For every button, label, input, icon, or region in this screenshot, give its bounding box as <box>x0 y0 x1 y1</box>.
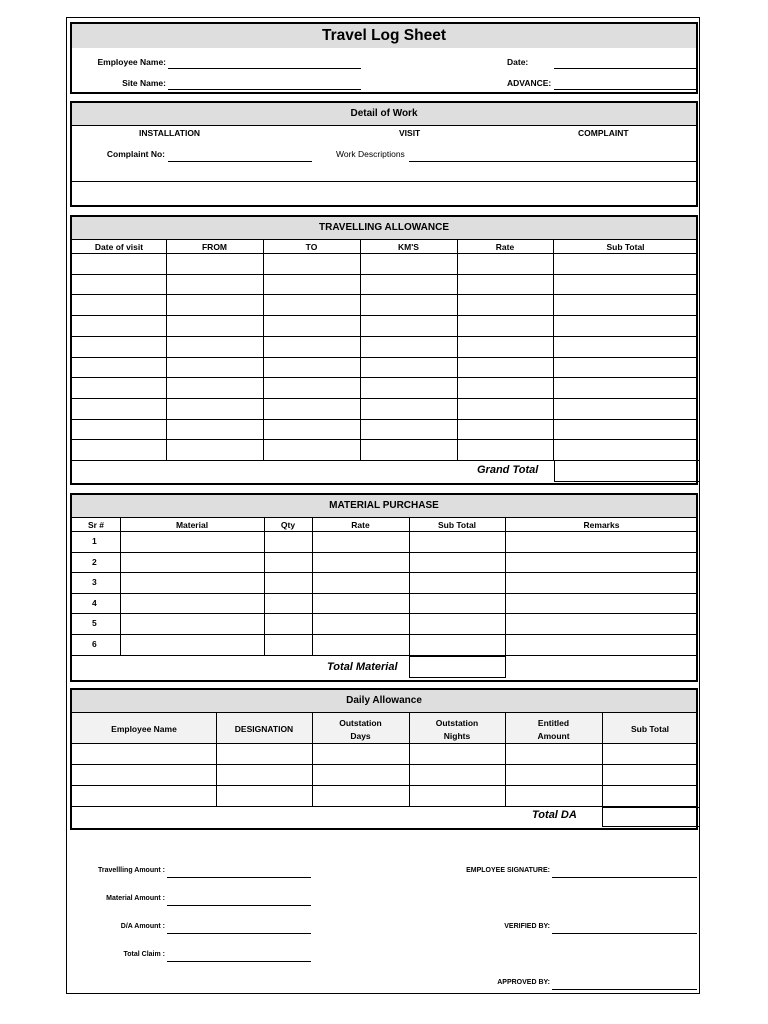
table-column-divider <box>505 712 506 806</box>
column-header: TO <box>305 242 318 252</box>
table-column-divider <box>602 712 603 806</box>
table-row-divider <box>72 593 696 594</box>
table-column-divider <box>312 517 313 655</box>
table-column-divider <box>166 239 167 460</box>
travelling-allowance-section <box>70 215 698 485</box>
column-header: Rate <box>351 520 370 530</box>
total-material-field[interactable] <box>409 656 506 678</box>
sr-number: 6 <box>92 639 97 649</box>
table-column-divider <box>263 239 264 460</box>
table-column-divider <box>312 712 313 806</box>
column-header: Sr # <box>87 520 105 530</box>
advance-label: ADVANCE: <box>507 78 552 88</box>
approved-by-label: APPROVED BY: <box>497 979 550 986</box>
column-header: Material <box>175 520 209 530</box>
table-row-divider <box>72 613 696 614</box>
material-amount-label: Material Amount : <box>106 895 165 902</box>
entitled-amount-header: Entitled Amount <box>537 718 570 741</box>
complaint-no-field[interactable] <box>168 161 312 162</box>
site-name-label: Site Name: <box>122 78 166 88</box>
detail-of-work-section <box>70 101 698 207</box>
table-column-divider <box>553 239 554 460</box>
column-header: KM'S <box>398 242 419 252</box>
date-field[interactable] <box>554 68 698 69</box>
sr-number: 5 <box>92 618 97 629</box>
verified-by-field[interactable] <box>552 933 697 934</box>
da-amount-field[interactable] <box>167 933 311 934</box>
site-name-field[interactable] <box>168 89 361 90</box>
header-section <box>70 22 698 94</box>
outstation-days-header: Outstation Days <box>339 718 382 741</box>
column-header: Sub Total <box>606 242 645 252</box>
daily-allowance-section <box>70 688 698 830</box>
date-label: Date: <box>507 57 529 67</box>
material-amount-field[interactable] <box>167 905 311 906</box>
outstation-nights-header: Outstation Nights <box>435 718 479 741</box>
table-row-divider <box>72 634 696 635</box>
column-header: FROM <box>201 242 228 252</box>
travelling-allowance-title: TRAVELLING ALLOWANCE <box>72 217 696 239</box>
table-column-divider <box>505 517 506 655</box>
table-column-divider <box>409 517 410 655</box>
employee-name-column-header: Employee Name <box>111 724 177 734</box>
employee-signature-label: EMPLOYEE SIGNATURE: <box>466 867 550 874</box>
grand-total-field[interactable] <box>554 460 700 482</box>
sr-number: 3 <box>92 577 97 588</box>
table-column-divider <box>409 712 410 806</box>
sr-number: 4 <box>92 597 97 608</box>
column-header: Qty <box>280 520 296 530</box>
daily-allowance-title: Daily Allowance <box>72 690 696 712</box>
column-header: Rate <box>495 242 515 252</box>
total-da-label: Total DA <box>532 809 577 821</box>
da-amount-label: D/A Amount : <box>120 923 165 930</box>
table-column-divider <box>264 517 265 655</box>
complaint-label: COMPLAINT <box>578 128 629 138</box>
column-header: Date of visit <box>94 242 144 252</box>
table-row-divider <box>72 460 696 461</box>
installation-label: INSTALLATION <box>139 128 201 138</box>
column-header: Sub Total <box>437 520 477 530</box>
total-claim-field[interactable] <box>167 961 311 962</box>
table-column-divider <box>457 239 458 460</box>
designation-column-header: DESIGNATION <box>234 724 294 734</box>
grand-total-label: Grand Total <box>477 464 539 476</box>
sr-number: 1 <box>92 536 97 546</box>
table-column-divider <box>216 712 217 806</box>
column-header: Remarks <box>583 520 620 530</box>
table-row-divider <box>72 552 696 553</box>
approved-by-field[interactable] <box>552 989 697 990</box>
sub-total-column-header: Sub Total <box>630 724 670 734</box>
employee-name-field[interactable] <box>168 68 361 69</box>
total-material-label: Total Material <box>327 661 398 673</box>
table-row-divider <box>72 655 696 656</box>
table-column-divider <box>120 517 121 655</box>
employee-signature-field[interactable] <box>552 877 697 878</box>
sr-number: 2 <box>92 556 97 567</box>
detail-of-work-title: Detail of Work <box>72 103 696 125</box>
table-column-divider <box>360 239 361 460</box>
work-descriptions-label: Work Descriptions <box>336 149 405 159</box>
work-descriptions-field[interactable] <box>409 161 698 162</box>
travelling-amount-field[interactable] <box>167 877 311 878</box>
table-row-divider <box>72 572 696 573</box>
table-row-divider <box>72 806 696 807</box>
advance-field[interactable] <box>554 89 698 90</box>
complaint-no-label: Complaint No: <box>106 149 165 159</box>
verified-by-label: VERIFIED BY: <box>504 923 550 930</box>
travelling-amount-label: Travellling Amount : <box>97 867 165 874</box>
employee-name-label: Employee Name: <box>97 57 166 67</box>
page-title: Travel Log Sheet <box>72 24 696 48</box>
visit-label: VISIT <box>399 128 421 138</box>
total-da-field[interactable] <box>602 807 700 827</box>
material-purchase-title: MATERIAL PURCHASE <box>72 495 696 517</box>
total-claim-label: Total Claim : <box>123 951 165 958</box>
material-purchase-section <box>70 493 698 682</box>
